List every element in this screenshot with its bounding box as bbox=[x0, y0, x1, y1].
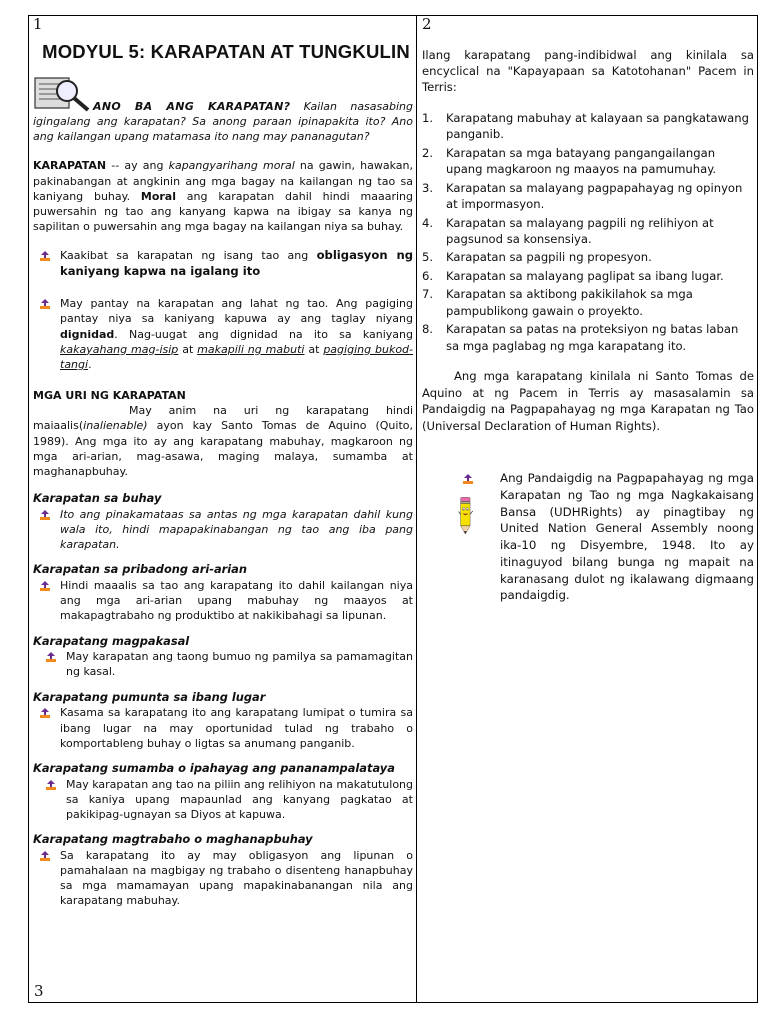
arrow-bullet-icon bbox=[39, 299, 51, 309]
rights-list-item bbox=[422, 110, 754, 143]
list-text: Karapatan sa malayang paglipat sa ibang lugar. bbox=[446, 268, 724, 283]
list-number: 8. bbox=[422, 322, 434, 337]
rights-list-item bbox=[422, 286, 754, 319]
arrow-bullet-icon bbox=[39, 708, 51, 718]
rights-section-heading: Karapatang sumamba o ipahayag ang pananampalataya bbox=[33, 760, 395, 775]
list-number: 7. bbox=[422, 287, 434, 302]
list-number: 1. bbox=[422, 110, 434, 125]
intro-question: Kailan nasasabing igingalang ang karapatan? Sa anong paraan ipinapakita ito? Ano ang kailangan upang matamasa ito nang may pananagutan? bbox=[33, 99, 413, 144]
term-karapatan: KARAPATAN bbox=[33, 159, 107, 173]
arrow-bullet-icon bbox=[45, 780, 57, 790]
list-text: Karapatang mabuhay at kalayaan sa pangkatawang panganib. bbox=[446, 110, 749, 142]
rights-list-item bbox=[422, 215, 754, 248]
obligasyon-bold: obligasyon ng kaniyang kapwa na igalang ito bbox=[60, 248, 413, 279]
arrow-bullet-icon bbox=[462, 474, 474, 486]
text-span: at bbox=[304, 342, 324, 356]
rights-section-text: May karapatan ang taong bumuo ng pamilya sa pamamagitan ng kasal. bbox=[66, 650, 413, 679]
rights-list-item bbox=[422, 321, 754, 354]
text-span: na gawin, hawakan, pakinabangan at angkinin ang mga bagay na kailangan ng tao sa kaniyang buhay. bbox=[33, 159, 414, 203]
text-span: . bbox=[88, 357, 92, 371]
arrow-bullet-icon bbox=[39, 581, 51, 591]
underlined-text: makapili ng mabuti bbox=[197, 342, 305, 356]
moral-bold: Moral bbox=[140, 189, 176, 203]
rights-list-item bbox=[422, 268, 754, 284]
rights-section-bullet bbox=[33, 848, 413, 909]
rights-section-heading: Karapatang magtrabaho o maghanapbuhay bbox=[33, 832, 313, 847]
text-span: May pantay na karapatan ang lahat ng tao. Ang pagiging pantay niya sa kaniyang kapuwa ay ang taglay niyang bbox=[60, 297, 413, 326]
rights-list bbox=[422, 110, 754, 354]
page-number-1: 1 bbox=[33, 15, 43, 33]
rights-section-bullet bbox=[33, 705, 413, 751]
text-span: at bbox=[178, 342, 198, 356]
rights-section-heading: Karapatan sa buhay bbox=[33, 491, 162, 506]
rights-section-bullet bbox=[33, 578, 413, 624]
intro-heading: ANO BA ANG KARAPATAN? bbox=[93, 99, 291, 113]
text-span: May anim na uri ng karapatang hindi maiaalis( bbox=[33, 404, 413, 433]
left-column bbox=[33, 16, 413, 909]
list-text: Karapatan sa malayang pagpili ng relihiyon at pagsunod sa konsensiya. bbox=[446, 215, 714, 247]
moral-power-text: kapangyarihang moral bbox=[168, 159, 295, 173]
list-number: 6. bbox=[422, 268, 434, 283]
list-text: Karapatan sa pagpili ng propesyon. bbox=[446, 250, 652, 265]
rights-sections bbox=[33, 491, 413, 909]
inalienable-text: inalienable) bbox=[83, 419, 148, 433]
list-text: Karapatan sa aktibong pakikilahok sa mga pampublikong gawain o proyekto. bbox=[446, 287, 693, 318]
rights-section-heading: Karapatang magpakasal bbox=[33, 633, 190, 648]
bullet-dignidad bbox=[33, 296, 413, 372]
rights-section-bullet bbox=[33, 507, 413, 553]
list-number: 5. bbox=[422, 250, 434, 265]
intro-paragraph bbox=[33, 74, 413, 144]
text-span: -- ay ang bbox=[106, 159, 169, 173]
arrow-bullet-icon bbox=[39, 851, 51, 861]
magnifier-clipart-icon bbox=[33, 74, 91, 114]
rights-section-text: Ito ang pinakamataas sa antas ng mga karapatan dahil kung wala ito, hindi mapapakinabangan ng tao ang iba pang karapatan. bbox=[60, 507, 413, 552]
list-text: Karapatan sa patas na proteksiyon ng batas laban sa mga paglabag ng mga karapatang ito. bbox=[446, 322, 739, 353]
bullet-text bbox=[60, 248, 413, 280]
column-divider bbox=[416, 15, 417, 1003]
arrow-bullet-icon bbox=[39, 251, 51, 261]
types-paragraph bbox=[33, 403, 413, 479]
rights-section-heading: Karapatan sa pribadong ari-arian bbox=[33, 562, 247, 577]
udhr-block bbox=[422, 470, 754, 604]
rights-section-text: May karapatan ang tao na piliin ang relihiyon na makatutulong sa kaniya upang mapaunlad ang kanyang pagkatao at pakikipag-ugnayan sa Diyos at kapuwa. bbox=[66, 777, 413, 821]
underlined-text: kakayahang mag-isip bbox=[60, 342, 179, 356]
bullet-obligasyon bbox=[33, 248, 413, 280]
types-heading: MGA URI NG KARAPATAN bbox=[33, 389, 186, 403]
rights-list-item bbox=[422, 180, 754, 213]
rights-section-text: Sa karapatang ito ay may obligasyon ang lipunan o pamahalaan na magbigay ng trabaho o disenteng hanapbuhay sa mga mamamayan upang mapakinabanangan nila ang karapatang mabuhay. bbox=[60, 848, 413, 908]
rights-section-text: Hindi maaalis sa tao ang karapatang ito dahil kailangan niya ang mga ari-arian upang mabuhay ng maayos at makapagtrabaho ng produktibo at nakikibahagi sa lipunan. bbox=[60, 579, 413, 623]
pacem-intro: Ilang karapatang pang-indibidwal ang kinilala sa encyclical na "Kapayapaan sa Katotohanan" Pacem in Terris: bbox=[422, 47, 754, 95]
rights-section-bullet bbox=[33, 649, 413, 679]
aquino-paragraph: Ang mga karapatang kinilala ni Santo Tomas de Aquino at ng Pacem in Terris ay masasalamin sa Pandaigdig na Pagpapahayag ng mga Karapatan ng Tao (Universal Declaration of Human Rights). bbox=[422, 369, 754, 433]
underlined-text: pagiging bukod-tangi bbox=[60, 342, 413, 371]
pencil-mascot-clipart-icon bbox=[444, 494, 488, 538]
text-span: . Nag-uugat ang dignidad na ito sa kaniyang bbox=[114, 327, 413, 341]
udhr-paragraph: Ang Pandaigdig na Pagpapahayag ng mga Karapatan ng Tao ng mga Nagkakaisang Bansa (UDHRights) ay pinagtibay ng United Nation General Assembly noong ika-10 ng Disyembre, 1948. Ito ay itinaguyod bilang bunga ng mapait na karanasang dulot ng ikalawang digmaang pandaigdig. bbox=[500, 471, 754, 603]
bullet-text bbox=[60, 296, 413, 372]
text-span: Kaakibat sa karapatan ng isang tao ang bbox=[60, 249, 317, 263]
page-number-2: 2 bbox=[422, 15, 432, 33]
module-title: MODYUL 5: KARAPATAN AT TUNGKULIN bbox=[42, 40, 410, 62]
dignidad-bold: dignidad bbox=[60, 327, 115, 341]
right-column bbox=[422, 16, 754, 604]
list-number: 4. bbox=[422, 215, 434, 230]
rights-section-bullet bbox=[33, 777, 413, 823]
arrow-bullet-icon bbox=[45, 652, 57, 662]
text-span: ayon kay Santo Tomas de Aquino (Quito, 1989). Ang mga ito ay ang karapatang mabuhay, magkaroon ng mga ari-arian, mag-asawa, maging malaya, sumamba at maghanapbuhay. bbox=[33, 419, 413, 478]
list-text: Karapatan sa malayang pagpapahayag ng opinyon at impormasyon. bbox=[446, 180, 743, 212]
text-span: ang karapatan dahil hindi maaaring puwersahin ng tao ang kanyang kapwa na ibigay sa kanya ng sapilitan o puwersahin ang mga bagay na kailangan niya sa buhay. bbox=[33, 189, 413, 234]
list-number: 2. bbox=[422, 145, 434, 160]
rights-section-text: Kasama sa karapatang ito ang karapatang lumipat o tumira sa ibang lugar na may oportunidad tulad ng trabaho o komportableng buhay o ligtas sa anumang panganib. bbox=[60, 706, 413, 750]
list-number: 3. bbox=[422, 180, 434, 195]
definition-paragraph bbox=[33, 158, 413, 234]
rights-list-item bbox=[422, 145, 754, 178]
rights-list-item bbox=[422, 249, 754, 265]
arrow-bullet-icon bbox=[39, 510, 51, 520]
page-number-3: 3 bbox=[34, 982, 44, 1000]
list-text: Karapatan sa mga batayang pangangailangan upang magkaroon ng maayos na pamumuhay. bbox=[446, 145, 717, 177]
rights-section-heading: Karapatang pumunta sa ibang lugar bbox=[33, 689, 266, 704]
